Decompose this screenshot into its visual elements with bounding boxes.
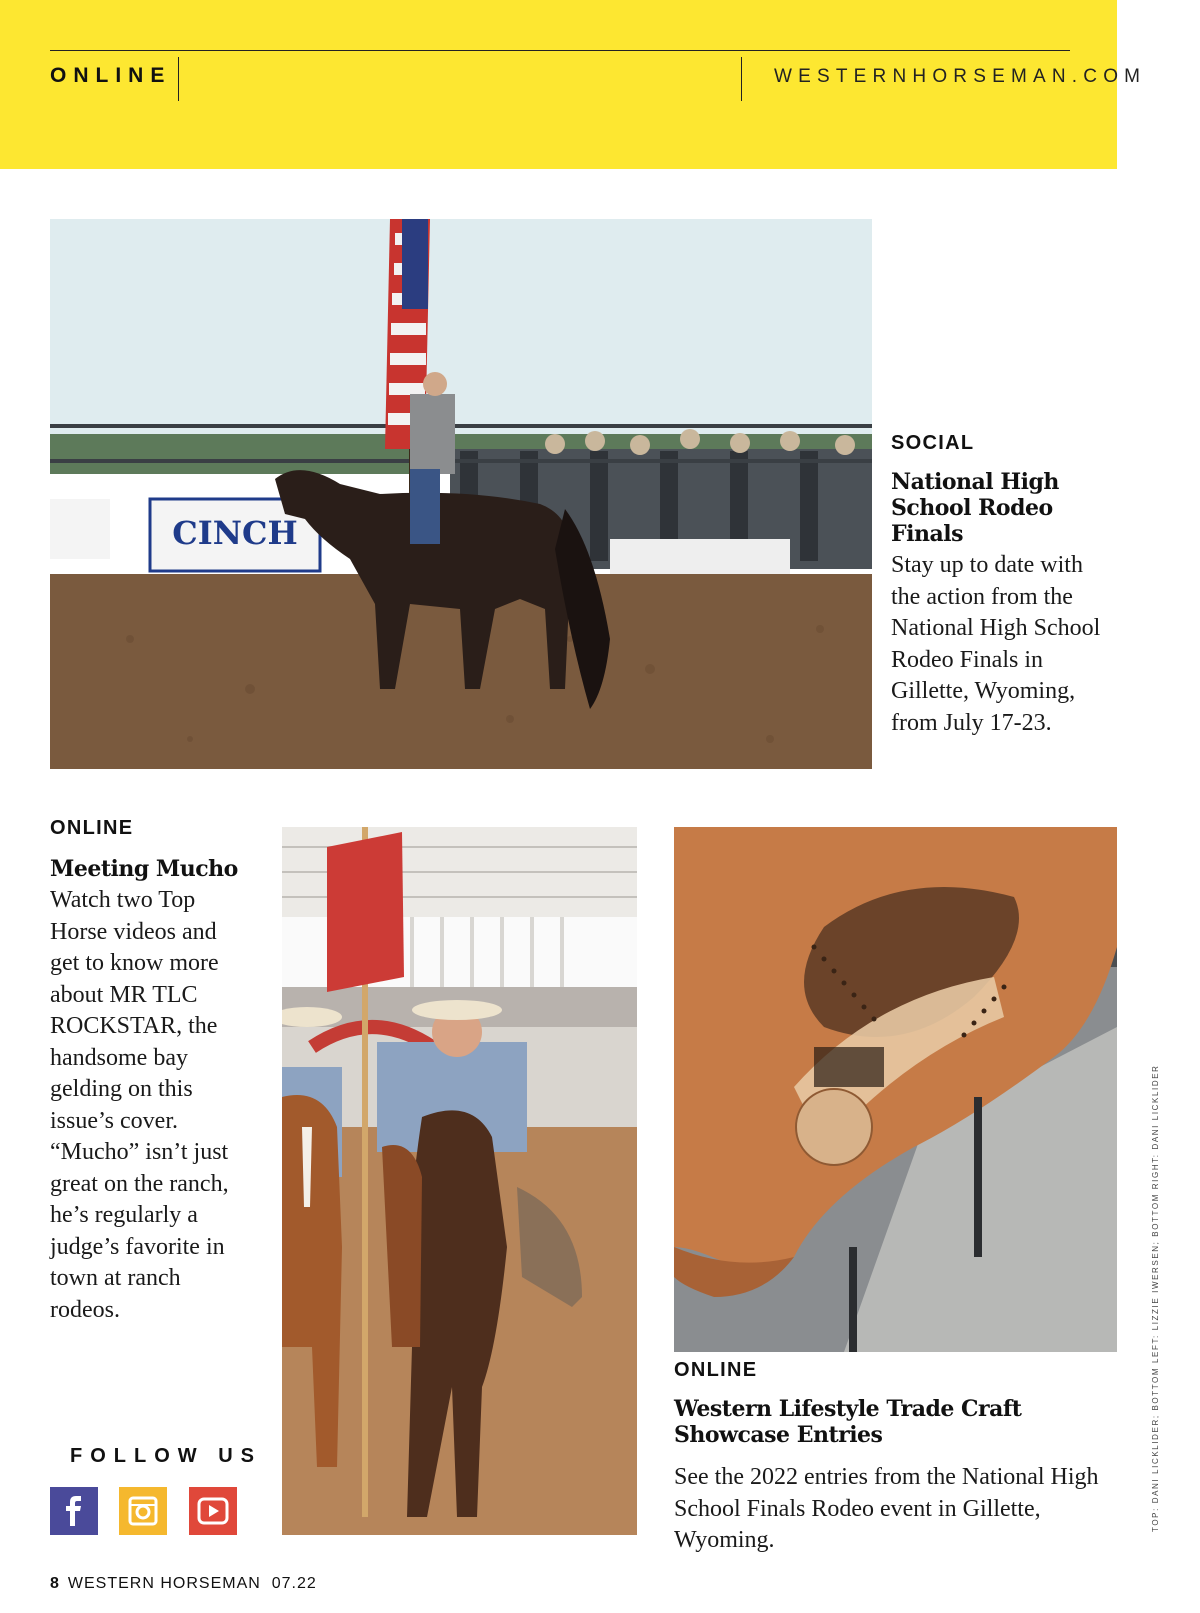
mucho-body: Watch two Top Horse videos and get to know more about MR TLC ROCKSTAR, the handsome bay gelding on this issue’s cover. “Mucho” isn’t just great on the ranch, he’s regularly a judge’s favorite in town at ranch rodeos. (50, 887, 229, 1323)
craft-body: See the 2022 entries from the National High School Finals Rodeo event in Gillette, Wyoming. (674, 1464, 1099, 1553)
rodeo-flag-photo (50, 219, 872, 769)
wood-table-photo (674, 827, 1117, 1352)
header-rule (50, 50, 1070, 51)
craft-headline[interactable]: Western Lifestyle Trade Craft Showcase Entries (674, 1396, 1022, 1448)
header-divider (741, 57, 742, 101)
page-footer (50, 1575, 317, 1593)
youtube-icon[interactable] (189, 1487, 237, 1535)
social-headline[interactable]: National High School Rodeo Finals (891, 469, 1059, 547)
section-label: ONLINE (50, 64, 172, 87)
page-header (0, 0, 1147, 169)
banner-text: CINCH (172, 514, 298, 552)
mucho-kicker: ONLINE (50, 817, 134, 839)
page-number: 8 (50, 1575, 60, 1592)
photo-credits: TOP: DANI LICKLIDER; BOTTOM LEFT: LIZZIE IWERSEN; BOTTOM RIGHT: DANI LICKLIDER (1151, 1064, 1160, 1532)
ranch-riders-photo (282, 827, 637, 1535)
issue-date: 07.22 (271, 1575, 317, 1592)
craft-kicker: ONLINE (674, 1359, 758, 1381)
mucho-headline[interactable]: Meeting Mucho (50, 856, 238, 882)
facebook-icon[interactable] (50, 1487, 98, 1535)
publication-name: WESTERN HORSEMAN (67, 1575, 261, 1592)
follow-us-label: FOLLOW US (70, 1445, 262, 1467)
instagram-icon[interactable] (119, 1487, 167, 1535)
site-url[interactable]: WESTERNHORSEMAN.COM (774, 66, 1147, 87)
social-kicker: SOCIAL (891, 432, 975, 454)
header-divider (178, 57, 179, 101)
social-body: Stay up to date with the action from the National High School Rodeo Finals in Gillette, Wyoming, from July 17-23. (891, 552, 1101, 736)
